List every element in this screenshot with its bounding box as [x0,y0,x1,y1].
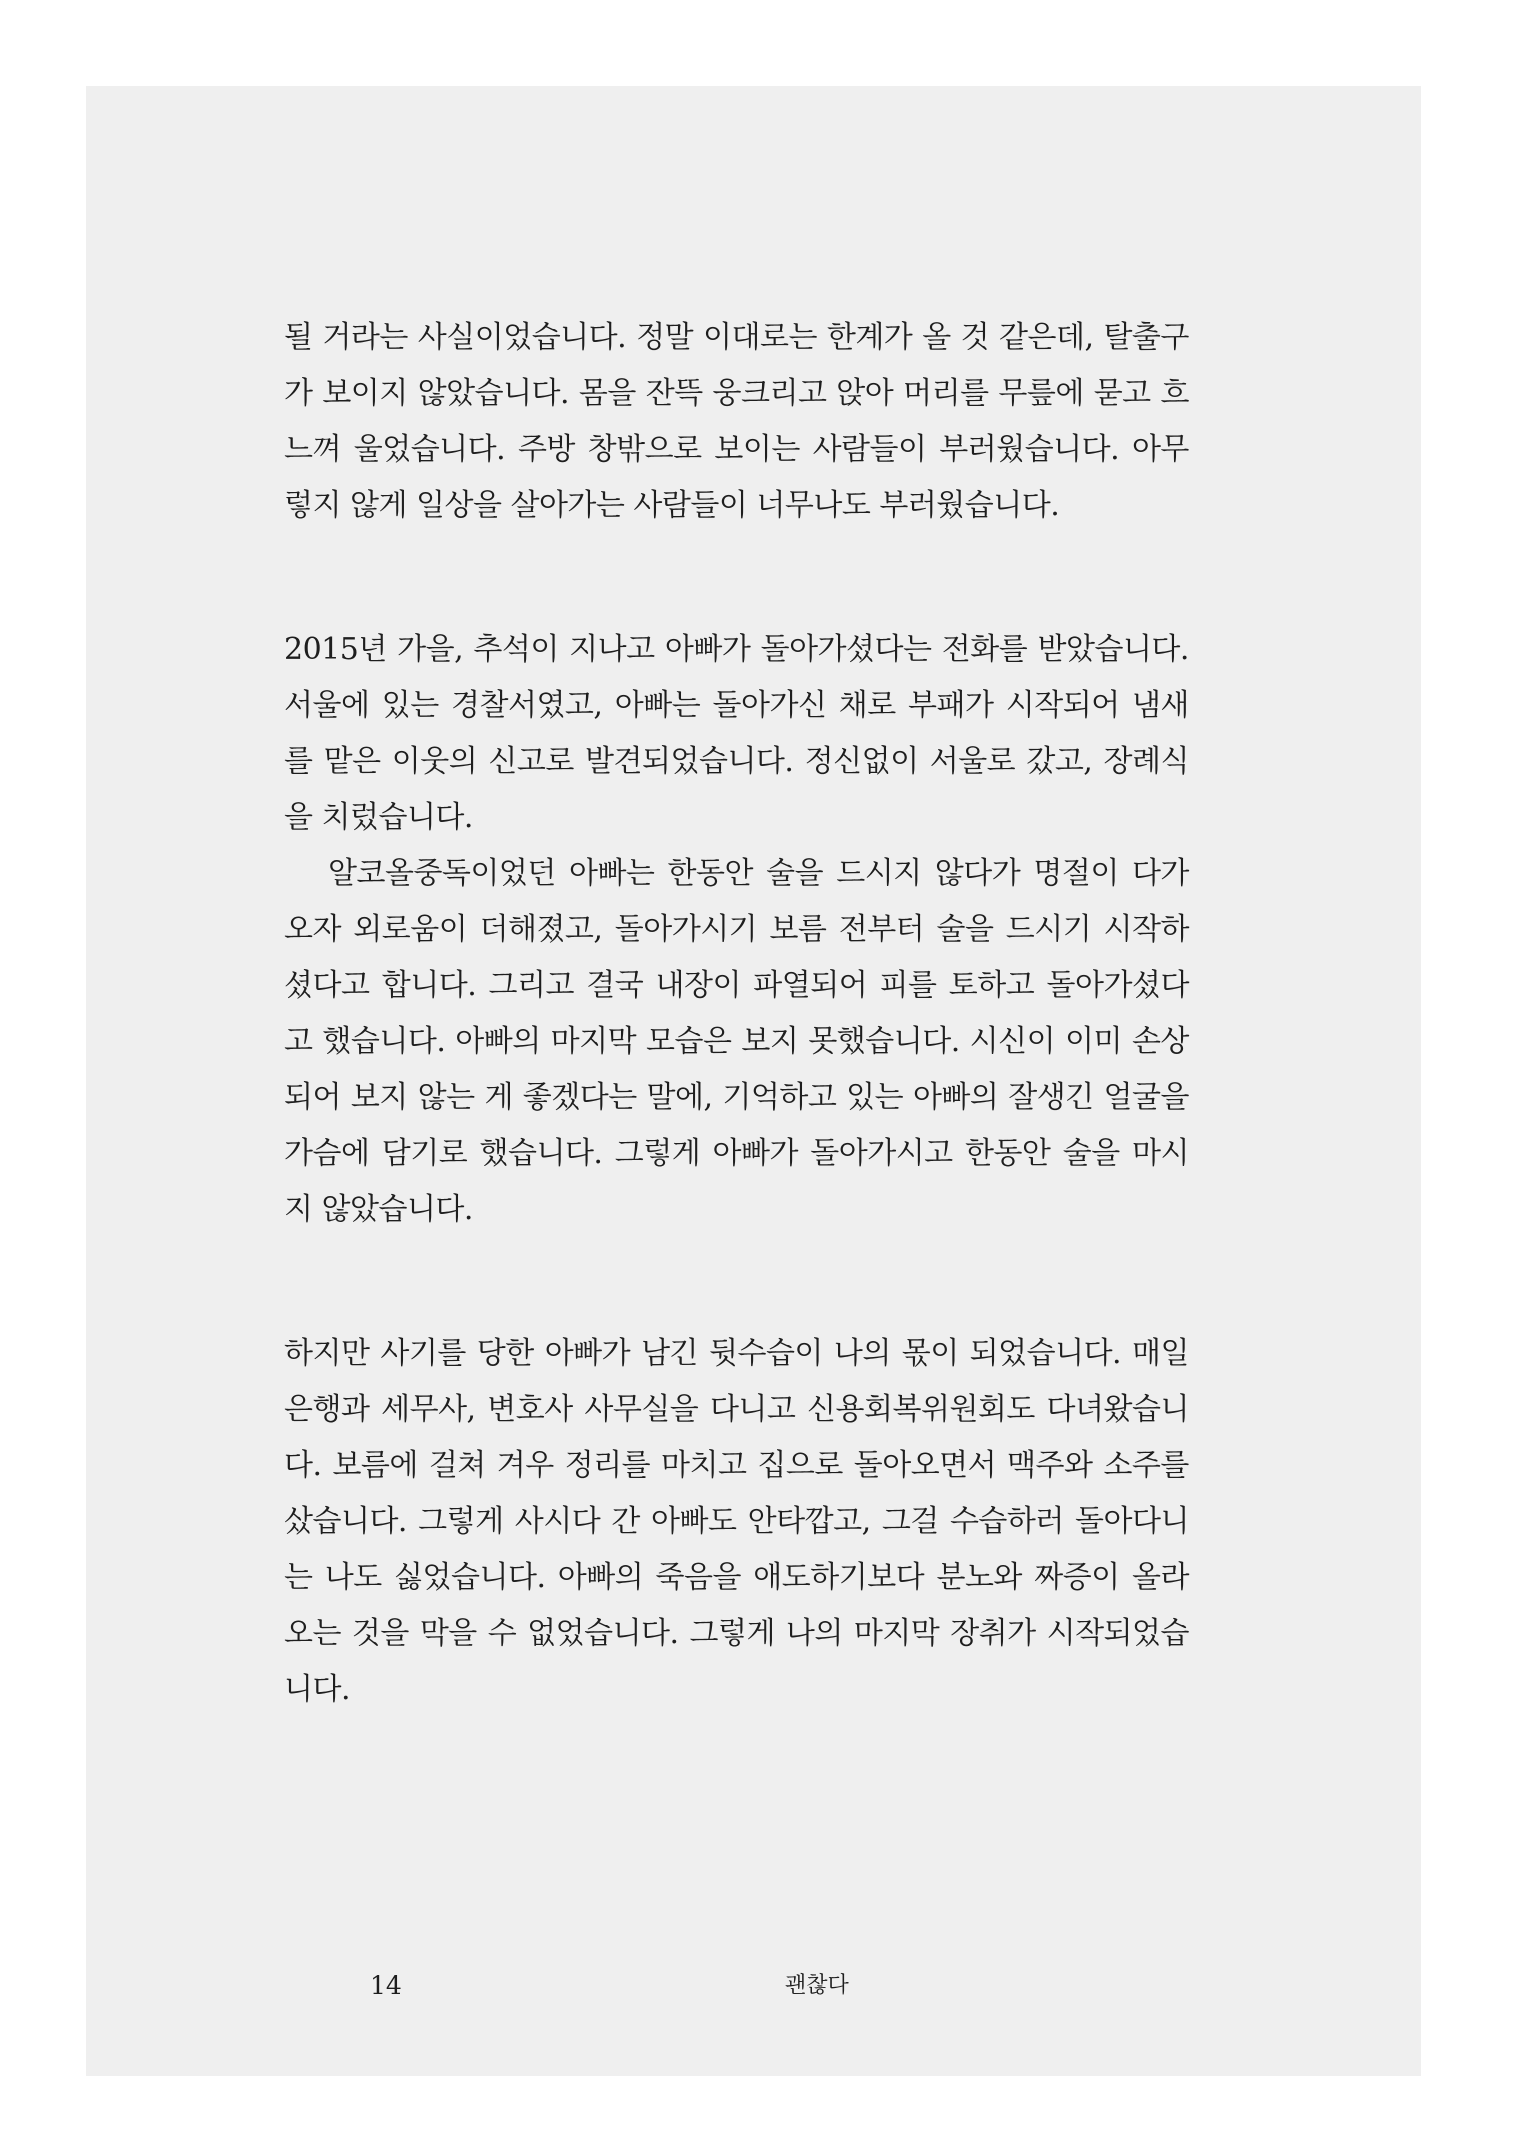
text-line: 을 치렀습니다. [284,800,473,835]
page-number: 14 [370,1971,402,2000]
text-line: 알코올중독이었던 아빠는 한동안 술을 드시지 않다가 명절이 다가 [328,856,1189,891]
text-line: 샀습니다. 그렇게 사시다 간 아빠도 안타깝고, 그걸 수습하러 돌아다니 [284,1504,1189,1539]
text-line: 렇지 않게 일상을 살아가는 사람들이 너무나도 부러웠습니다. [284,488,1060,523]
text-line: 가슴에 담기로 했습니다. 그렇게 아빠가 돌아가시고 한동안 술을 마시 [284,1136,1189,1171]
text-line: 오자 외로움이 더해졌고, 돌아가시기 보름 전부터 술을 드시기 시작하 [284,912,1189,947]
text-line: 셨다고 합니다. 그리고 결국 내장이 파열되어 피를 토하고 돌아가셨다 [284,968,1189,1003]
text-line: 2015년 가을, 추석이 지나고 아빠가 돌아가셨다는 전화를 받았습니다. [284,632,1189,667]
running-title: 괜찮다 [785,1973,849,1998]
book-page [86,86,1421,2076]
text-line: 느껴 울었습니다. 주방 창밖으로 보이는 사람들이 부러웠습니다. 아무 [284,432,1189,467]
text-line: 고 했습니다. 아빠의 마지막 모습은 보지 못했습니다. 시신이 이미 손상 [284,1024,1189,1059]
text-line: 가 보이지 않았습니다. 몸을 잔뜩 웅크리고 앉아 머리를 무릎에 묻고 흐 [284,376,1189,411]
text-line: 은행과 세무사, 변호사 사무실을 다니고 신용회복위원회도 다녀왔습니 [284,1392,1189,1427]
text-line: 될 거라는 사실이었습니다. 정말 이대로는 한계가 올 것 같은데, 탈출구 [284,320,1189,355]
text-line: 를 맡은 이웃의 신고로 발견되었습니다. 정신없이 서울로 갔고, 장례식 [284,744,1189,779]
text-line: 서울에 있는 경찰서였고, 아빠는 돌아가신 채로 부패가 시작되어 냄새 [284,688,1189,723]
text-line: 오는 것을 막을 수 없었습니다. 그렇게 나의 마지막 장취가 시작되었습 [284,1616,1189,1651]
text-line: 지 않았습니다. [284,1192,473,1227]
text-line: 되어 보지 않는 게 좋겠다는 말에, 기억하고 있는 아빠의 잘생긴 얼굴을 [284,1080,1189,1115]
text-line: 하지만 사기를 당한 아빠가 남긴 뒷수습이 나의 몫이 되었습니다. 매일 [284,1336,1189,1371]
text-line: 는 나도 싫었습니다. 아빠의 죽음을 애도하기보다 분노와 짜증이 올라 [284,1560,1189,1595]
text-line: 다. 보름에 걸쳐 겨우 정리를 마치고 집으로 돌아오면서 맥주와 소주를 [284,1448,1189,1483]
text-line: 니다. [284,1672,350,1707]
